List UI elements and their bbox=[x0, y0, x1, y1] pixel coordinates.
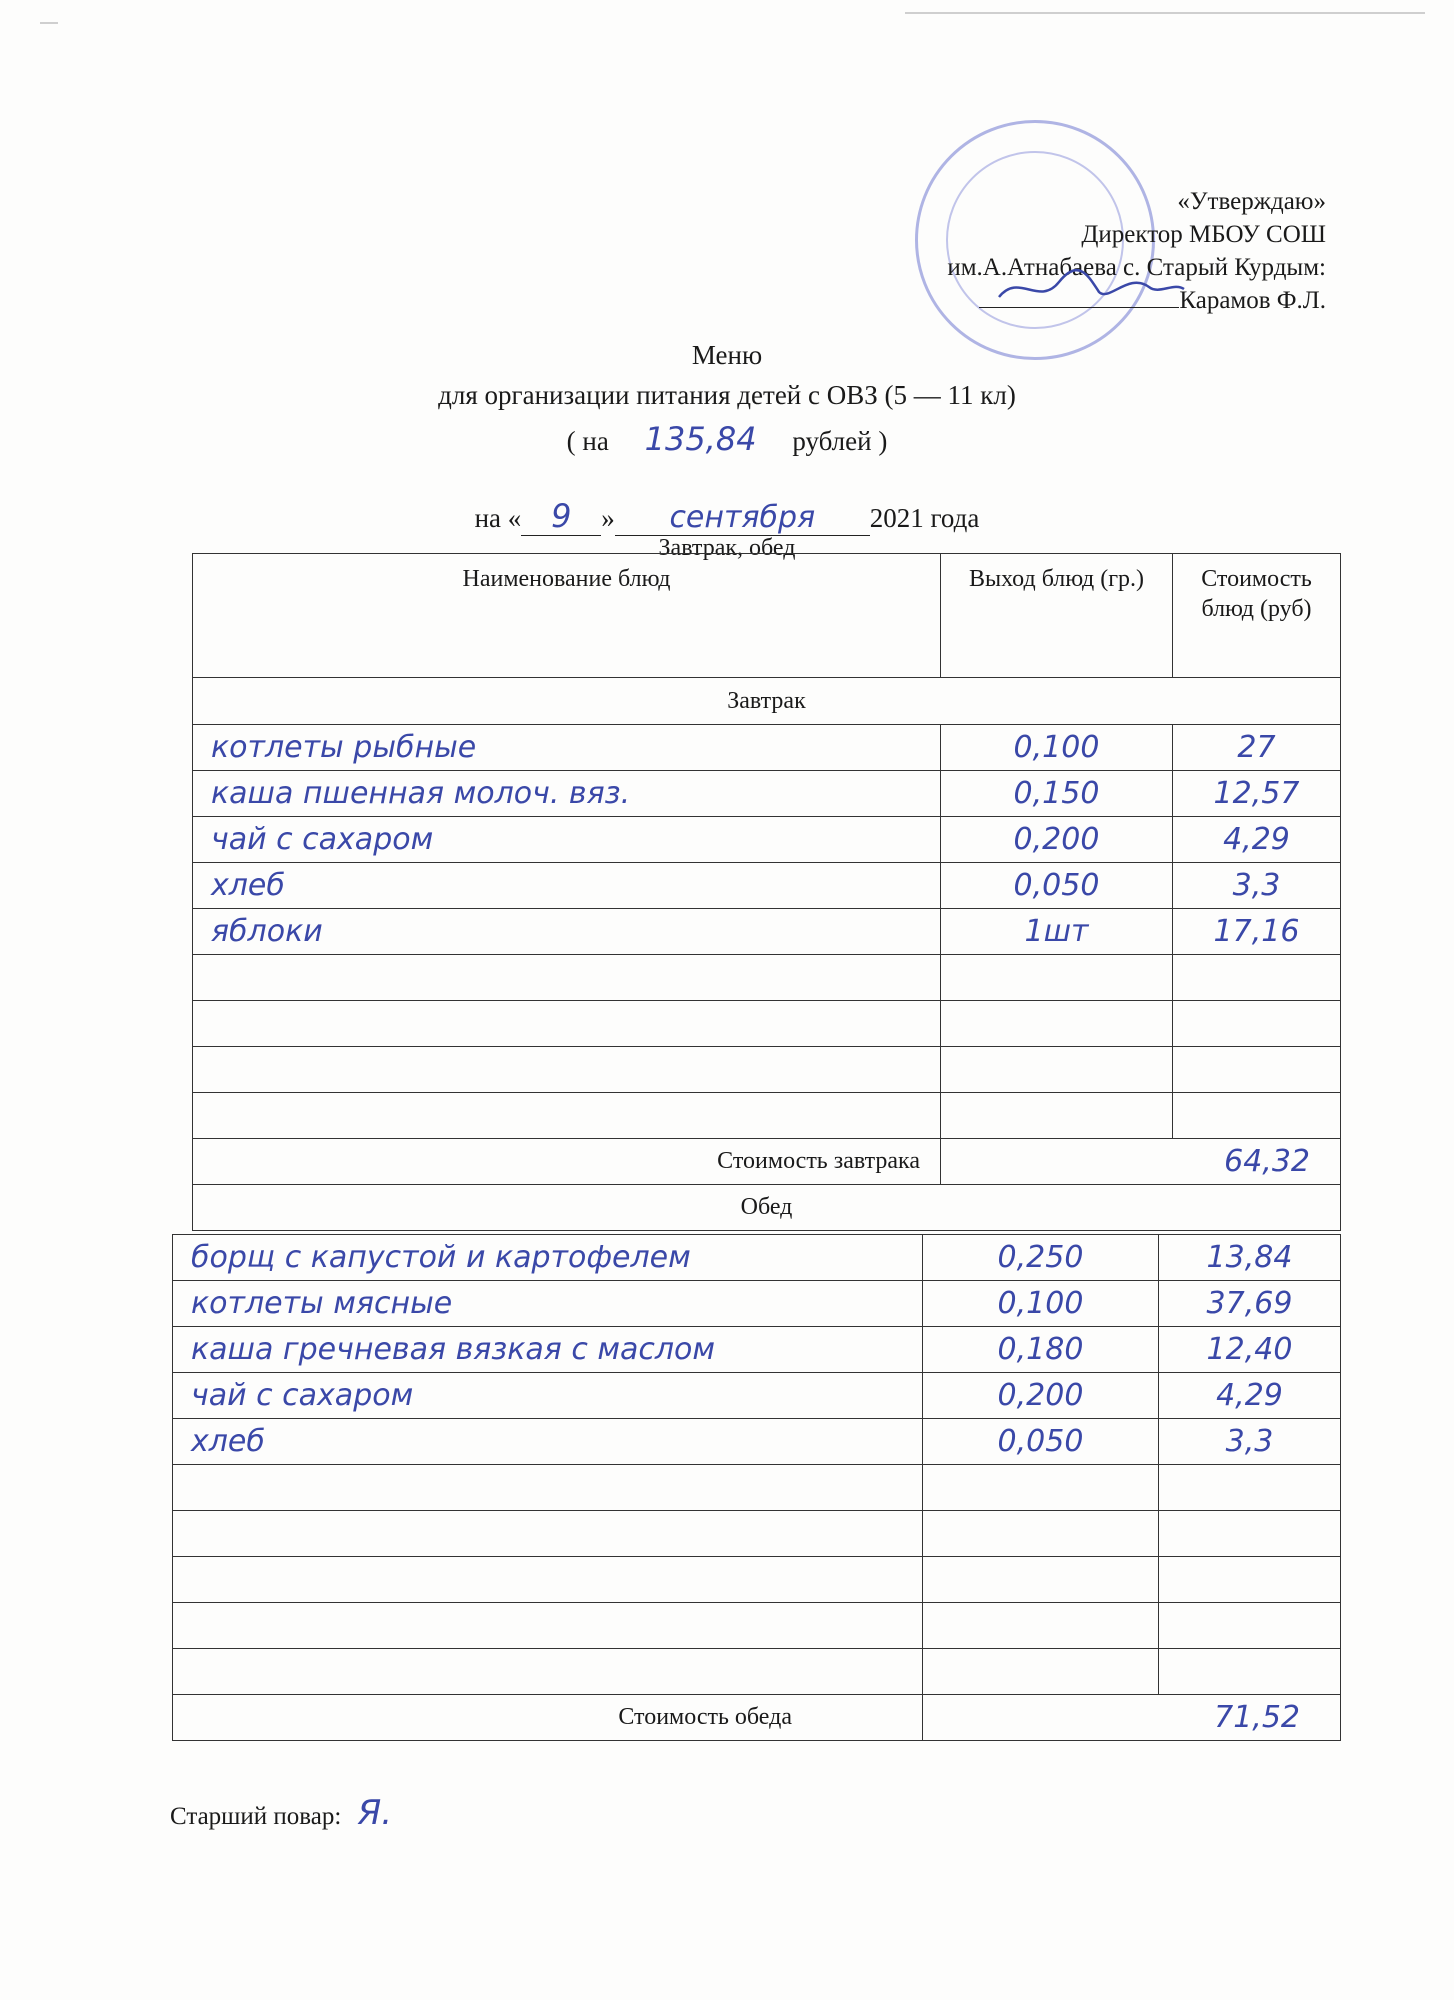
menu-table-breakfast bbox=[192, 553, 1341, 1231]
lunch-row bbox=[173, 1235, 1341, 1281]
dish-cost: 4,29 bbox=[1159, 1373, 1341, 1419]
menu-subtitle: для организации питания детей с ОВЗ (5 — 11 кл) bbox=[438, 380, 1016, 410]
dish-name: каша гречневая вязкая с маслом bbox=[173, 1327, 923, 1373]
section-label-breakfast: Завтрак bbox=[193, 678, 1341, 725]
section-row-lunch bbox=[193, 1185, 1341, 1231]
dish-yield bbox=[923, 1557, 1159, 1603]
breakfast-row bbox=[193, 725, 1341, 771]
dish-yield: 0,050 bbox=[923, 1419, 1159, 1465]
date-suffix: 2021 года bbox=[869, 503, 980, 533]
approval-block bbox=[947, 185, 1326, 317]
lunch-rows bbox=[173, 1235, 1341, 1695]
dish-name bbox=[193, 1001, 941, 1047]
dish-name: котлеты мясные bbox=[173, 1281, 923, 1327]
col-header-cost: Стоимость блюд (руб) bbox=[1173, 554, 1341, 678]
price-value: 135,84 bbox=[644, 420, 757, 458]
dish-cost bbox=[1173, 955, 1341, 1001]
chef-label: Старший повар: bbox=[170, 1803, 342, 1830]
lunch-row bbox=[173, 1603, 1341, 1649]
dish-yield bbox=[941, 1001, 1173, 1047]
date-month-field bbox=[615, 500, 870, 536]
scan-line-top bbox=[905, 12, 1425, 14]
breakfast-rows bbox=[193, 725, 1341, 1139]
dish-yield bbox=[941, 955, 1173, 1001]
lunch-row bbox=[173, 1419, 1341, 1465]
date-prefix: на « bbox=[474, 503, 522, 533]
dish-yield bbox=[941, 1093, 1173, 1139]
dish-name: яблоки bbox=[193, 909, 941, 955]
col-header-yield: Выход блюд (гр.) bbox=[941, 554, 1173, 678]
dish-cost bbox=[1159, 1557, 1341, 1603]
menu-table-lunch bbox=[172, 1234, 1341, 1741]
dish-cost: 37,69 bbox=[1159, 1281, 1341, 1327]
lunch-row bbox=[173, 1373, 1341, 1419]
dish-name: чай с сахаром bbox=[193, 817, 941, 863]
date-day: 9 bbox=[551, 497, 572, 535]
dish-cost bbox=[1159, 1649, 1341, 1695]
date-mid: » bbox=[601, 503, 615, 533]
lunch-total-value: 71,52 bbox=[923, 1695, 1341, 1741]
menu-title: Меню bbox=[691, 340, 763, 370]
dish-name bbox=[193, 955, 941, 1001]
director-signature bbox=[989, 267, 1189, 307]
date-line bbox=[0, 497, 1454, 536]
breakfast-total-row bbox=[193, 1139, 1341, 1185]
dish-cost bbox=[1173, 1093, 1341, 1139]
dish-name: котлеты рыбные bbox=[193, 725, 941, 771]
dish-cost: 3,3 bbox=[1159, 1419, 1341, 1465]
lunch-row bbox=[173, 1465, 1341, 1511]
dish-cost bbox=[1159, 1465, 1341, 1511]
dish-yield: 0,250 bbox=[923, 1235, 1159, 1281]
dish-yield: 0,100 bbox=[941, 725, 1173, 771]
section-label-lunch: Обед bbox=[193, 1185, 1341, 1231]
breakfast-row bbox=[193, 955, 1341, 1001]
dish-name: хлеб bbox=[193, 863, 941, 909]
dish-yield: 1шт bbox=[941, 909, 1173, 955]
dish-name bbox=[193, 1047, 941, 1093]
dish-name: каша пшенная молоч. вяз. bbox=[193, 771, 941, 817]
breakfast-row bbox=[193, 863, 1341, 909]
dish-cost: 17,16 bbox=[1173, 909, 1341, 955]
approval-school: им.А.Атнабаева с. Старый Курдым: bbox=[947, 254, 1326, 281]
price-prefix: ( на bbox=[566, 426, 609, 456]
dish-yield: 0,180 bbox=[923, 1327, 1159, 1373]
dish-cost: 12,57 bbox=[1173, 771, 1341, 817]
dish-name bbox=[173, 1511, 923, 1557]
breakfast-row bbox=[193, 1001, 1341, 1047]
dish-name: чай с сахаром bbox=[173, 1373, 923, 1419]
dish-name bbox=[193, 1093, 941, 1139]
dish-cost bbox=[1173, 1001, 1341, 1047]
dish-cost: 12,40 bbox=[1159, 1327, 1341, 1373]
dish-yield: 0,200 bbox=[923, 1373, 1159, 1419]
lunch-row bbox=[173, 1327, 1341, 1373]
lunch-row bbox=[173, 1649, 1341, 1695]
director-signature-line bbox=[979, 285, 1179, 308]
approval-title: «Утверждаю» bbox=[1177, 188, 1326, 215]
breakfast-row bbox=[193, 817, 1341, 863]
dish-yield bbox=[923, 1465, 1159, 1511]
approval-position: Директор МБОУ СОШ bbox=[1081, 221, 1326, 248]
dish-yield bbox=[923, 1649, 1159, 1695]
dish-name bbox=[173, 1557, 923, 1603]
chef-signature: Я. bbox=[357, 1793, 393, 1833]
dish-cost bbox=[1173, 1047, 1341, 1093]
dish-yield: 0,050 bbox=[941, 863, 1173, 909]
table-header-row bbox=[193, 554, 1341, 678]
chef-line bbox=[170, 1793, 392, 1833]
price-line bbox=[0, 420, 1454, 458]
dish-name: борщ с капустой и картофелем bbox=[173, 1235, 923, 1281]
table-caption: Завтрак, обед bbox=[658, 535, 796, 561]
lunch-total-label: Стоимость обеда bbox=[173, 1695, 923, 1741]
dish-name: хлеб bbox=[173, 1419, 923, 1465]
director-name: Карамов Ф.Л. bbox=[1179, 287, 1326, 314]
dish-cost bbox=[1159, 1511, 1341, 1557]
dish-cost: 3,3 bbox=[1173, 863, 1341, 909]
lunch-row bbox=[173, 1557, 1341, 1603]
breakfast-total-value: 64,32 bbox=[941, 1139, 1341, 1185]
lunch-row bbox=[173, 1511, 1341, 1557]
date-day-field bbox=[521, 497, 601, 536]
dish-yield bbox=[941, 1047, 1173, 1093]
dish-cost bbox=[1159, 1603, 1341, 1649]
scan-mark bbox=[40, 22, 58, 24]
dish-yield bbox=[923, 1603, 1159, 1649]
breakfast-row bbox=[193, 909, 1341, 955]
dish-name bbox=[173, 1465, 923, 1511]
dish-cost: 4,29 bbox=[1173, 817, 1341, 863]
col-header-name: Наименование блюд bbox=[193, 554, 941, 678]
date-month: сентября bbox=[669, 500, 816, 535]
dish-name bbox=[173, 1649, 923, 1695]
dish-cost: 13,84 bbox=[1159, 1235, 1341, 1281]
section-row-breakfast bbox=[193, 678, 1341, 725]
approval-signature-row bbox=[947, 284, 1326, 317]
breakfast-row bbox=[193, 771, 1341, 817]
dish-name bbox=[173, 1603, 923, 1649]
lunch-total-row bbox=[173, 1695, 1341, 1741]
dish-cost: 27 bbox=[1173, 725, 1341, 771]
dish-yield bbox=[923, 1511, 1159, 1557]
breakfast-total-label: Стоимость завтрака bbox=[193, 1139, 941, 1185]
lunch-row bbox=[173, 1281, 1341, 1327]
dish-yield: 0,100 bbox=[923, 1281, 1159, 1327]
dish-yield: 0,150 bbox=[941, 771, 1173, 817]
dish-yield: 0,200 bbox=[941, 817, 1173, 863]
breakfast-row bbox=[193, 1047, 1341, 1093]
breakfast-row bbox=[193, 1093, 1341, 1139]
price-suffix: рублей ) bbox=[792, 426, 888, 456]
